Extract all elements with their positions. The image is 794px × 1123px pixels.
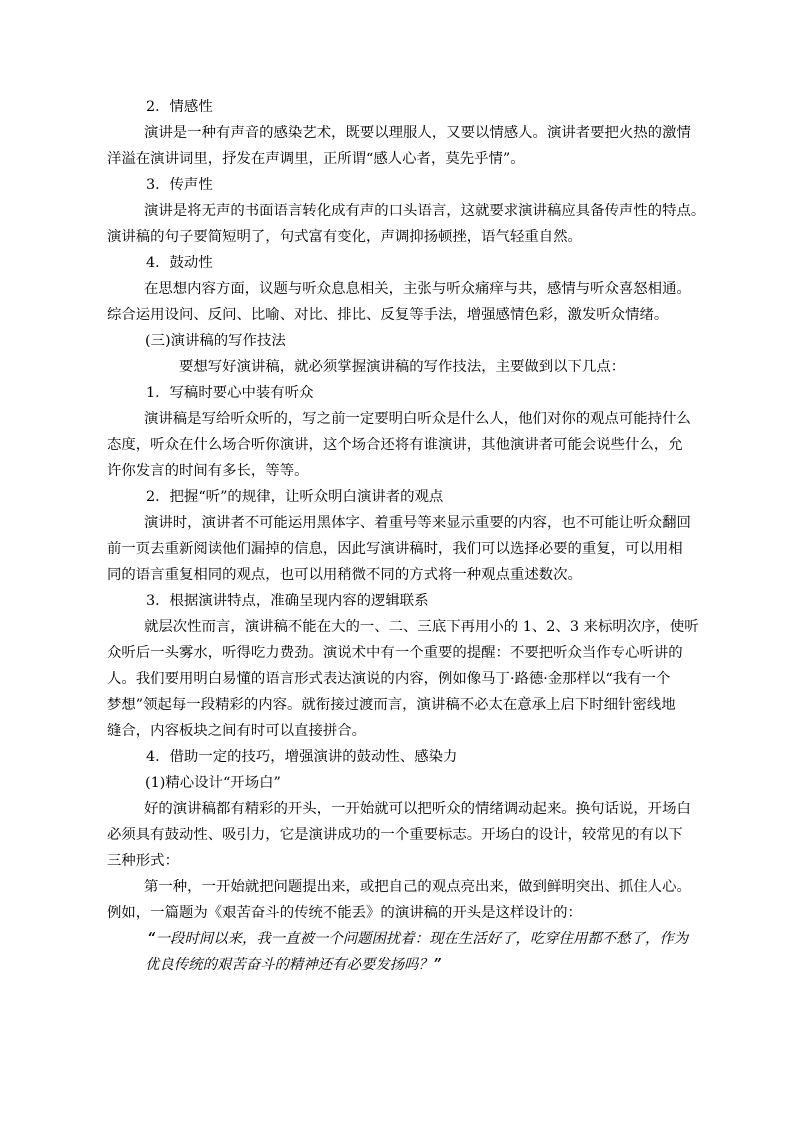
section-intro: 要想写好演讲稿，就必须掌握演讲稿的写作技法，主要做到以下几点： [179,359,626,375]
text-line: 综合运用设问、反问、比喻、对比、排比、反复等手法，增强感情色彩，激发听众情绪。 [107,307,669,323]
heading-opening: (1)精心设计“开场白” [145,775,281,791]
heading-listen: 2．把握“听”的规律，让听众明白演讲者的观点 [146,489,444,505]
text-line: 态度，听众在什么场合听你演讲，这个场合还将有谁演讲，其他演讲者可能会说些什么，允 [107,437,683,453]
heading-skill: 4．借助一定的技巧，增强演讲的鼓动性、感染力 [146,749,458,765]
text-line: 演讲是将无声的书面语言转化成有声的口头语言，这就要求演讲稿应具备传声性的特点。 [144,203,706,219]
text-line: 众听后一头雾水，听得吃力费劲。演说术中有一个重要的提醒：不要把听众当作专心听讲的 [107,645,683,661]
text-line: 就层次性而言，演讲稿不能在大的一、二、三底下再用小的 1、2、3 来标明次序，使听 [144,619,699,635]
heading-emotion: 2．情感性 [146,99,213,115]
text-line: 梦想”领起每一段精彩的内容。就衔接过渡而言，演讲稿不必太在意承上启下时细针密线地 [107,697,676,713]
heading-logic: 3．根据演讲特点，准确呈现内容的逻辑联系 [146,593,429,609]
section-title: (三)演讲稿的写作技法 [145,333,286,349]
text-line: 缝合，内容板块之间有时可以直接拼合。 [107,723,367,739]
paragraph-opening [107,796,691,874]
text-line: 洋溢在演讲词里，抒发在声调里，正所谓“感人心者，莫先乎情”。 [107,151,525,167]
text-line: 人。我们要用明白易懂的语言形式表达演说的内容，例如像马丁·路德·金那样以“我有一个 [107,671,671,687]
paragraph-agitate [107,276,691,328]
text-line: 好的演讲稿都有精彩的开头，一开始就可以把听众的情绪调动起来。换句话说，开场白 [144,801,691,817]
text-line: 三种形式： [107,853,179,869]
paragraph-spread [107,198,706,250]
text-line: 演讲时，演讲者不可能运用黑体字、着重号等来显示重要的内容，也不可能让听众翻回 [144,515,691,531]
paragraph-audience [107,406,691,484]
heading-spread: 3．传声性 [146,177,213,193]
text-line: 第一种，一开始就把问题提出来，或把自己的观点亮出来，做到鲜明突出、抓住人心。 [144,879,691,895]
paragraph-emotion [107,120,691,172]
text-line: 例如，一篇题为《艰苦奋斗的传统不能丢》的演讲稿的开头是这样设计的： [107,905,582,921]
text-line: 演讲稿是写给听众听的，写之前一定要明白听众是什么人，他们对你的观点可能持什么 [144,411,691,427]
heading-agitate: 4．鼓动性 [146,255,213,271]
text-line: 许你发言的时间有多长，等等。 [107,463,309,479]
paragraph-listen [107,510,691,588]
text-line: 必须具有鼓动性、吸引力，它是演讲成功的一个重要标志。开场白的设计，较常见的有以下 [107,827,683,843]
text-line: 在思想内容方面，议题与听众息息相关，主张与听众痛痒与共，感情与听众喜怒相通。 [144,281,691,297]
quote-line: “一段时间以来，我一直被一个问题困扰着：现在生活好了，吃穿住用都不愁了，作为 [147,931,689,947]
text-line: 演讲是一种有声音的感染艺术，既要以理服人，又要以情感人。演讲者要把火热的激情 [144,125,691,141]
quote-block [145,926,689,978]
paragraph-first-form [107,874,691,926]
text-line: 同的语言重复相同的观点，也可以用稍微不同的方式将一种观点重述数次。 [107,567,582,583]
quote-line: 优良传统的艰苦奋斗的精神还有必要发扬吗？” [145,957,442,973]
heading-audience: 1．写稿时要心中装有听众 [146,385,314,401]
document-page [107,94,706,978]
paragraph-logic [107,614,699,744]
text-line: 演讲稿的句子要简短明了，句式富有变化，声调抑扬顿挫，语气轻重自然。 [107,229,582,245]
text-line: 前一页去重新阅读他们漏掉的信息，因此写演讲稿时，我们可以选择必要的重复，可以用相 [107,541,683,557]
